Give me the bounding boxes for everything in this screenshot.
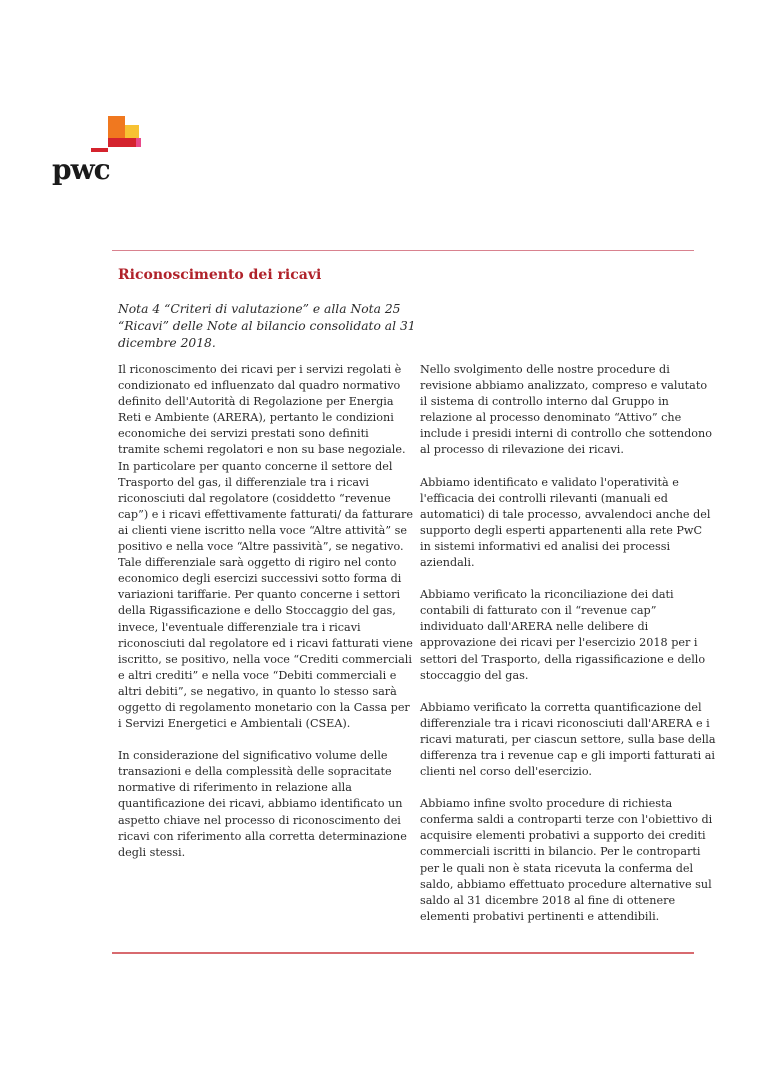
- logo-wordmark: pwc: [52, 153, 110, 186]
- section-subtitle: Nota 4 “Criteri di valutazione” e alla Nota 25 “Ricavi” delle Note al bilancio consolidato al 31 dicembre 2018.: [118, 302, 416, 350]
- bottom-divider: [112, 952, 694, 954]
- section-title: Riconoscimento dei ricavi: [118, 267, 322, 283]
- logo-dash-red: [91, 148, 108, 152]
- logo-block-red: [108, 138, 136, 147]
- right-paragraph: Abbiamo infine svolto procedure di richiesta conferma saldi a controparti terze con l'obiettivo di acquisire elementi probativi a supporto dei crediti commerciali iscritti in bilancio. Per le controparti per le quali non è stata ricevuta la conferma del saldo, abbiamo effettuato procedure alternative sul saldo al 31 dicembre 2018 al fine di ottenere elementi probativi pertinenti e attendibili.: [420, 797, 713, 923]
- logo-block-yellow: [125, 125, 139, 138]
- right-paragraph: Abbiamo identificato e validato l'operatività e l'efficacia dei controlli rilevanti (manuali ed automatici) di tale processo, avvalendoci anche del supporto degli esperti appartenenti alla rete PwC in sistemi informativi ed analisi dei processi aziendali.: [420, 475, 711, 570]
- right-column: [420, 362, 716, 941]
- left-paragraph: In considerazione del significativo volume delle transazioni e della complessità delle sopracitate normative di riferimento in relazione alla quantificazione dei ricavi, abbiamo identificato un aspetto chiave nel processo di riconoscimento dei ricavi con riferimento alla corretta determinazione degli stessi.: [118, 749, 407, 859]
- right-paragraph: Abbiamo verificato la riconciliazione dei dati contabili di fatturato con il “revenue cap” individuato dall'ARERA nelle delibere di approvazione dei ricavi per l'esercizio 2018 per i settori del Trasporto, della rigassificazione e dello stoccaggio del gas.: [420, 588, 706, 682]
- logo-block-orange: [108, 116, 125, 138]
- pwc-logo: [52, 116, 152, 191]
- right-paragraph: Abbiamo verificato la corretta quantificazione del differenziale tra i ricavi riconosciuti dall'ARERA e i ricavi maturati, per ciascun settore, sulla base della differenza tra i revenue cap e gli importi fatturati ai clienti nel corso dell'esercizio.: [420, 700, 716, 779]
- left-column: [118, 362, 414, 877]
- top-divider: [112, 250, 694, 251]
- logo-block-pink: [136, 138, 141, 147]
- right-paragraph: Nello svolgimento delle nostre procedure di revisione abbiamo analizzato, compreso e valutato il sistema di controllo interno dal Gruppo in relazione al processo denominato “Attivo” che include i presidi interni di controllo che sottendono al processo di rilevazione dei ricavi.: [420, 363, 712, 457]
- left-paragraph: Il riconoscimento dei ricavi per i servizi regolati è condizionato ed influenzato dal quadro normativo definito dell'Autorità di Regolazione per Energia Reti e Ambiente (ARERA), pertanto le condizioni economiche dei servizi prestati sono definiti tramite schemi regolatori e non su base negoziale. In particolare per quanto concerne il settore del Trasporto del gas, il differenziale tra i ricavi riconosciuti dal regolatore (cosiddetto “revenue cap”) e i ricavi effettivamente fatturati/ da fatturare ai clienti viene iscritto nella voce “Altre attività” se positivo e nella voce “Altre passività”, se negativo. Tale differenziale sarà oggetto di rigiro nel conto economico degli esercizi successivi sotto forma di variazioni tariffarie. Per quanto concerne i settori della Rigassificazione e dello Stoccaggio del gas, invece, l'eventuale differenziale tra i ricavi riconosciuti dal regolatore ed i ricavi fatturati viene iscritto, se positivo, nella voce “Crediti commerciali e altri crediti” e nella voce “Debiti commerciali e altri debiti”, se negativo, in quanto lo stesso sarà oggetto di regolamento monetario con la Cassa per i Servizi Energetici e Ambientali (CSEA).: [118, 363, 414, 731]
